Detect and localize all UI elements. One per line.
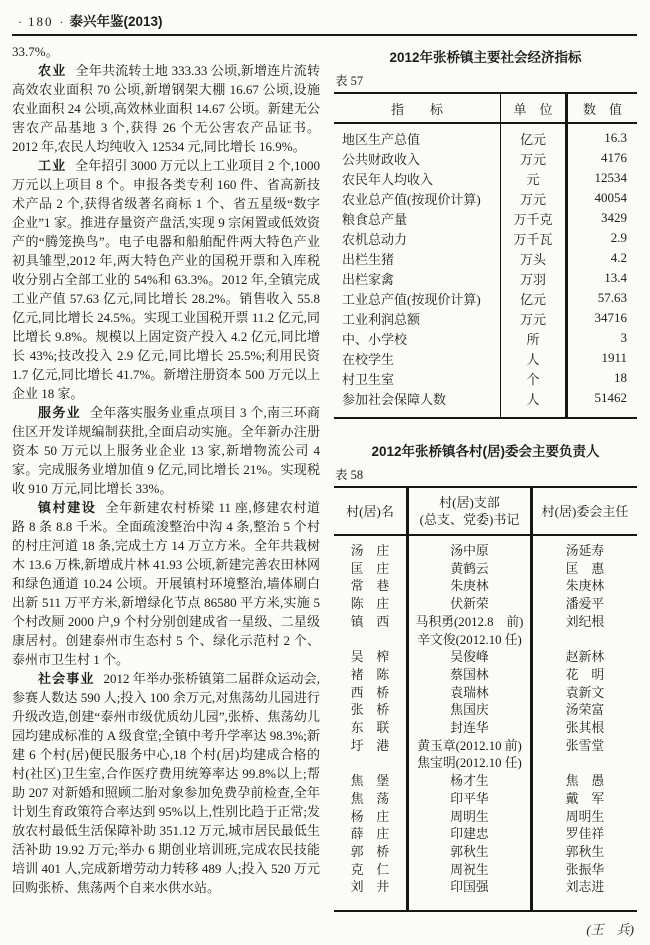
cell-line: 1911 [601,350,627,365]
section-keyword: 服务业 [38,405,81,420]
table-row [334,596,637,614]
cell-line: 村卫生室 [342,371,395,387]
table-cell [334,535,408,561]
cell-line: 亿元 [519,291,546,307]
cell-line: 周明生 [565,809,605,824]
cell-line: 马积勇(2012.8 前) [415,614,524,629]
table-cell [567,268,638,288]
cell-line: 常 巷 [350,579,390,594]
section-keyword: 社会事业 [38,671,95,686]
paragraph-text: 全年落实服务业重点项目 3 个,南三环商住区开发详规编制获批,全面启动实施。全年新办注册资本 50 万元以上服务业企业 13 家,新增物流公司 4 家。完成服务业增加值 9 亿元,同比增长 21%。实现税收 910 万元,同比增长 33%。 [12,405,320,496]
table-cell [532,561,638,579]
table-cell [408,596,532,614]
table-cell [501,368,567,388]
cell-line: 汤延寿 [565,544,605,558]
cell-line: 12534 [594,170,627,185]
table-cell [408,738,532,773]
table-row [334,228,637,248]
paragraph-services [12,403,320,498]
cell-line: 出栏生猪 [342,251,395,267]
table-row [334,368,637,388]
table-cell [532,720,638,738]
cell-line: 出栏家禽 [342,271,395,287]
table-cell [334,826,408,844]
table-cell [501,208,567,228]
table-row [334,308,637,328]
table-cell [532,649,638,667]
article-column [12,42,320,938]
table-cell [501,228,567,248]
table-row [334,773,637,791]
table-header-row [334,487,637,535]
cell-line: 汤中原 [450,544,489,558]
column-header-director: 村(居)委会主任 [532,487,638,535]
table-row [334,702,637,720]
table-row [334,288,637,308]
cell-line: 吴 榨 [350,650,390,665]
table-header-row [334,93,637,123]
cell-line: 工业利润总额 [342,311,421,327]
table-cell [532,826,638,844]
table-cell [532,614,638,649]
cell-line: 万元 [519,311,546,327]
column-header-village: 村(居)名 [334,487,408,535]
table-row [334,826,637,844]
cell-line: 陈 庄 [350,597,390,612]
tables-column [334,42,637,938]
table-cell [408,791,532,809]
cell-line: 万羽 [519,271,546,287]
cell-line: 57.63 [597,290,627,305]
table-cell [334,248,501,268]
cell-line: 杨才生 [450,774,489,789]
cell-line: 汤 庄 [350,544,390,558]
table-cell [532,791,638,809]
cell-line: 万千克 [513,211,553,227]
table-row [334,561,637,579]
cell-line: 镇 西 [350,614,390,629]
cell-line: 克 仁 [350,862,390,877]
cell-line: 亿元 [519,131,546,147]
cell-line: 18 [614,370,627,385]
table-cell [334,614,408,649]
table-cell [334,720,408,738]
table-row [334,844,637,862]
cell-line: 4176 [601,150,627,165]
table-cell [334,578,408,596]
table-cell [532,596,638,614]
cell-line: 3429 [601,210,627,225]
table-cell [334,148,501,168]
column-header-indicator: 指 标 [334,93,501,123]
table-cell [408,614,532,649]
cell-line: 周明生 [450,809,489,824]
cell-line: 郭秋生 [565,844,605,859]
table-cell [501,148,567,168]
table58-label: 表 58 [335,468,364,482]
table-cell [567,208,638,228]
table-cell [408,578,532,596]
paragraph-town-construction [12,498,320,669]
cell-line: 朱庚林 [450,579,489,594]
cell-line: 农机总动力 [342,231,408,247]
cell-line: 刘志进 [565,880,605,895]
table-cell [532,738,638,773]
table-cell [532,535,638,561]
table-cell [334,862,408,880]
table-cell [501,168,567,188]
header-rule [12,34,637,36]
cell-line: 西 桥 [350,685,390,700]
table-cell [532,685,638,703]
cell-line: 周祝生 [450,862,489,877]
table-row [334,248,637,268]
cell-line: 薛 庄 [350,827,390,842]
table-cell [567,348,638,368]
paragraph-industry [12,156,320,403]
table-cell [567,288,638,308]
cell-line: 人 [526,391,540,407]
cell-line: 在校学生 [342,351,395,367]
table-cell [567,388,638,418]
cell-line: 焦国庆 [450,703,489,718]
table-cell [567,368,638,388]
table-cell [408,702,532,720]
dot-separator: · [18,15,22,29]
table-cell [408,809,532,827]
table-cell [334,368,501,388]
cell-line: 中、小学校 [342,331,408,347]
cell-line: 东 联 [350,721,390,736]
cell-line: 封连华 [450,721,489,736]
book-title: 泰兴年鉴(2013) [69,14,163,29]
cell-line: 农民年人均收入 [342,171,434,187]
table-cell [501,268,567,288]
table-cell [334,123,501,148]
table-cell [532,862,638,880]
cell-line: 4.2 [610,250,627,265]
table-cell [334,561,408,579]
table-row [334,208,637,228]
table57-label: 表 57 [335,74,364,88]
table-cell [334,328,501,348]
cell-line: 16.3 [604,130,627,145]
table-cell [334,348,501,368]
table-row [334,667,637,685]
table-cell [567,148,638,168]
cell-line: 伏新荣 [450,597,489,612]
table-cell [567,308,638,328]
table-cell [408,773,532,791]
table-row [334,738,637,773]
cell-line: 褚 陈 [350,667,390,682]
table-cell [532,879,638,911]
section-keyword: 农业 [38,63,67,78]
table-cell [408,561,532,579]
column-header-value: 数 值 [567,93,638,123]
economic-indicators-table [334,92,637,419]
page-number: 180 [28,14,54,29]
table-cell [334,791,408,809]
header-line: 村(居)支部 [439,495,500,510]
table-row [334,328,637,348]
table-cell [408,844,532,862]
cell-line: 公共财政收入 [342,151,421,167]
village-leaders-body [334,535,637,911]
column-header-secretary [408,487,532,535]
cell-line: 汤荣富 [565,703,605,718]
cell-line: 万元 [519,191,546,207]
table-cell [408,826,532,844]
table-row [334,649,637,667]
cell-line: 袁新文 [565,685,605,700]
cell-line: 万头 [519,251,546,267]
cell-line: 花 明 [565,667,605,682]
table-cell [567,248,638,268]
cell-line: 蔡国林 [450,667,489,682]
cell-line: 人 [526,351,540,367]
cell-line: 元 [526,171,540,187]
table-cell [408,879,532,911]
cell-line: 印国强 [450,880,489,895]
table-cell [334,667,408,685]
table-cell [532,667,638,685]
table-cell [532,809,638,827]
cell-line: 匡 庄 [350,561,390,576]
cell-line: 赵新林 [565,650,605,665]
cell-line: 个 [526,371,540,387]
cell-line: 吴俊峰 [450,650,489,665]
table-row [334,168,637,188]
economic-indicators-body [334,123,637,418]
author-byline: (王 兵) [586,922,634,938]
table-cell [532,844,638,862]
cell-line: 印平华 [450,791,489,806]
table-cell [334,702,408,720]
table-cell [334,388,501,418]
table-cell [408,685,532,703]
cell-line: 罗佳祥 [565,827,605,842]
table-row [334,148,637,168]
table-cell [567,228,638,248]
cell-line: 农业总产值(按现价计算) [342,191,481,207]
table-cell [501,188,567,208]
table-cell [567,168,638,188]
section-keyword: 工业 [38,158,67,173]
dot-separator: · [59,15,64,29]
cell-line: 圩 港 [350,738,390,753]
paragraph-social-undertakings [12,669,320,897]
table-cell [408,649,532,667]
header-line: (总支、党委)书记 [419,512,520,527]
table-cell [532,773,638,791]
cell-line: 51462 [594,390,627,405]
cell-line: 刘纪根 [565,614,605,629]
cell-line: 所 [526,331,540,347]
cell-line: 袁瑞林 [450,685,489,700]
table-cell [334,228,501,248]
cell-line: 潘爱平 [565,597,605,612]
table-cell [334,649,408,667]
table-cell [501,388,567,418]
table-row [334,720,637,738]
cell-line: 刘 井 [350,880,390,895]
cell-line: 黄鹤云 [450,561,489,576]
cell-line: 34716 [594,310,627,325]
paragraph-text: 全年共流转土地 333.33 公顷,新增连片流转高效农业面积 70 公顷,新增钢架大棚 16.67 公顷,设施农业面积 24 公顷,高效林业面积 14.67 公顷。新建无公害农产品基地 3 个,获得 26 个无公害农产品证书。2012 年,农民人均纯收入 12534 元,同比增长 16.9%。 [12,63,320,154]
cell-line: 戴 军 [565,791,605,806]
table-cell [334,208,501,228]
page-columns [12,42,637,938]
table58-title: 2012年张桥镇各村(居)委会主要负责人 [371,444,600,459]
table-cell [334,596,408,614]
table-cell [334,288,501,308]
table-row [334,578,637,596]
table-row [334,879,637,911]
cell-line: 黄玉章(2012.10 前) [417,738,522,753]
table-cell [334,773,408,791]
table-cell [501,308,567,328]
table-cell [334,188,501,208]
cell-line: 朱庚林 [565,579,605,594]
table-row [334,862,637,880]
table-cell [501,123,567,148]
table-row [334,685,637,703]
paragraph-agriculture [12,61,320,156]
cell-line: 3 [620,330,627,345]
cell-line: 2.9 [610,230,627,245]
table-cell [334,685,408,703]
village-leaders-table [334,486,637,912]
cell-line: 参加社会保障人数 [342,391,447,407]
table-row [334,268,637,288]
cell-line: 13.4 [604,270,627,285]
table-row [334,809,637,827]
paragraph-text: 33.7%。 [12,44,59,59]
table-cell [501,288,567,308]
cell-line: 焦宝明(2012.10 任) [417,756,522,771]
cell-line: 张雪堂 [565,738,605,753]
cell-line: 郭秋生 [450,844,489,859]
cell-line: 杨 庄 [350,809,390,824]
table-row [334,791,637,809]
cell-line: 40054 [594,190,627,205]
table-cell [501,248,567,268]
cell-line: 万元 [519,151,546,167]
cell-line: 辛文俊(2012.10 任) [417,632,522,647]
table-row [334,348,637,368]
cell-line: 粮食总产量 [342,211,408,227]
table-cell [567,328,638,348]
table-row [334,123,637,148]
cell-line: 焦 堡 [350,774,390,789]
table-cell [334,308,501,328]
cell-line: 郭 桥 [350,844,390,859]
table57-title: 2012年张桥镇主要社会经济指标 [389,50,582,65]
paragraph-continuation [12,42,320,61]
table-cell [334,809,408,827]
section-keyword: 镇村建设 [38,500,97,515]
table-cell [408,862,532,880]
paragraph-text: 2012 年举办张桥镇第二届群众运动会,参赛人数达 590 人;投入 100 余万元,对焦荡幼儿园进行升级改造,创建“泰州市级优质幼儿园”,张桥、焦荡幼儿园均建成标准的 A 级食堂;全镇中考升学率达 98.3%;新建 6 个村(居)便民服务中心,18 个村(居)均建成合格的村(社区)卫生室,合作医疗费用统筹率达 99.8%以上;帮助 207 对新婚和照顾二胎对象参加免费孕前检查,全年计划生育政策符合率达到 95%以上,性别比趋于正常;发放农村最低生活保障补助 351.12 万元,城市居民最低生活补助 19.92 万元;举办 6 期创业培训班,完成农民技能培训 401 人,完成新增劳动力转移 489 人;投入 520 万元回购张桥、焦荡两个自来水供水站。 [12,671,320,895]
table-cell [501,328,567,348]
table-cell [408,667,532,685]
cell-line: 焦 荡 [350,791,390,806]
table-cell [334,168,501,188]
table-row [334,535,637,561]
paragraph-text: 全年新建农村桥梁 11 座,修建农村道路 8 条 8.8 千米。全面疏浚整治中沟 4 条,整治 5 个村的村庄河道 18 条,完成土方 14 万立方米。全年共栽树木 13.6 万株,新增成片林 41.93 公顷,新建完善农田林网和绿色通道 10.24 公顷。开展镇村环境整治,墙体刷白出新 511 万平方米,新增绿化节点 86580 平方米,实施 5 个村改厕 2000 户,9 个村分别创建成省一星级、二星级康居村。创建泰州市生态村 5 个、绿化示范村 2 个、泰州市卫生村 1 个。 [12,500,320,667]
table-row [334,614,637,649]
table-cell [408,720,532,738]
table-cell [334,879,408,911]
table-cell [501,348,567,368]
cell-line: 匡 惠 [565,561,605,576]
running-header [12,10,637,30]
cell-line: 地区生产总值 [342,131,421,147]
cell-line: 万千瓦 [513,231,553,247]
cell-line: 焦 愚 [565,774,605,789]
paragraph-text: 全年招引 3000 万元以上工业项目 2 个,1000 万元以上项目 8 个。申报各类专利 160 件、省高新技术产品 2 个,获得省级著名商标 1 个、省五星级“数字企业”1 家。推进存量资产盘活,实现 9 宗闲置或低效资产的“腾笼换鸟”。电子电器和船舶配件两大特色产业初具雏型,2012 年,两大特色产业的国税开票和入库税收分别占全部工业的 54%和 63.3%。2012 年,全镇完成工业产值 57.63 亿元,同比增长 28.2%。销售收入 55.8 亿元,同比增长 24.5%。实现工业国税开票 11.2 亿元,同比增长 9.8%。规模以上固定资产投入 4.2 亿元,同比增长 43%;技改投入 2.9 亿元,同比增长 25.5%;利用民资 1.7 亿元,同比增长 41.7%。新增注册资本 500 万元以上企业 18 家。 [12,158,320,401]
table-cell [532,578,638,596]
table-row [334,188,637,208]
cell-line: 张 桥 [350,703,390,718]
table-cell [334,268,501,288]
table-cell [532,702,638,720]
table-cell [408,535,532,561]
table-row [334,388,637,418]
table-cell [334,738,408,773]
table-cell [567,123,638,148]
table-cell [334,844,408,862]
column-header-unit: 单 位 [501,93,567,123]
cell-line: 张其根 [565,721,605,736]
cell-line: 工业总产值(按现价计算) [342,291,481,307]
table-cell [567,188,638,208]
cell-line: 印建忠 [450,827,489,842]
cell-line: 张振华 [565,862,605,877]
